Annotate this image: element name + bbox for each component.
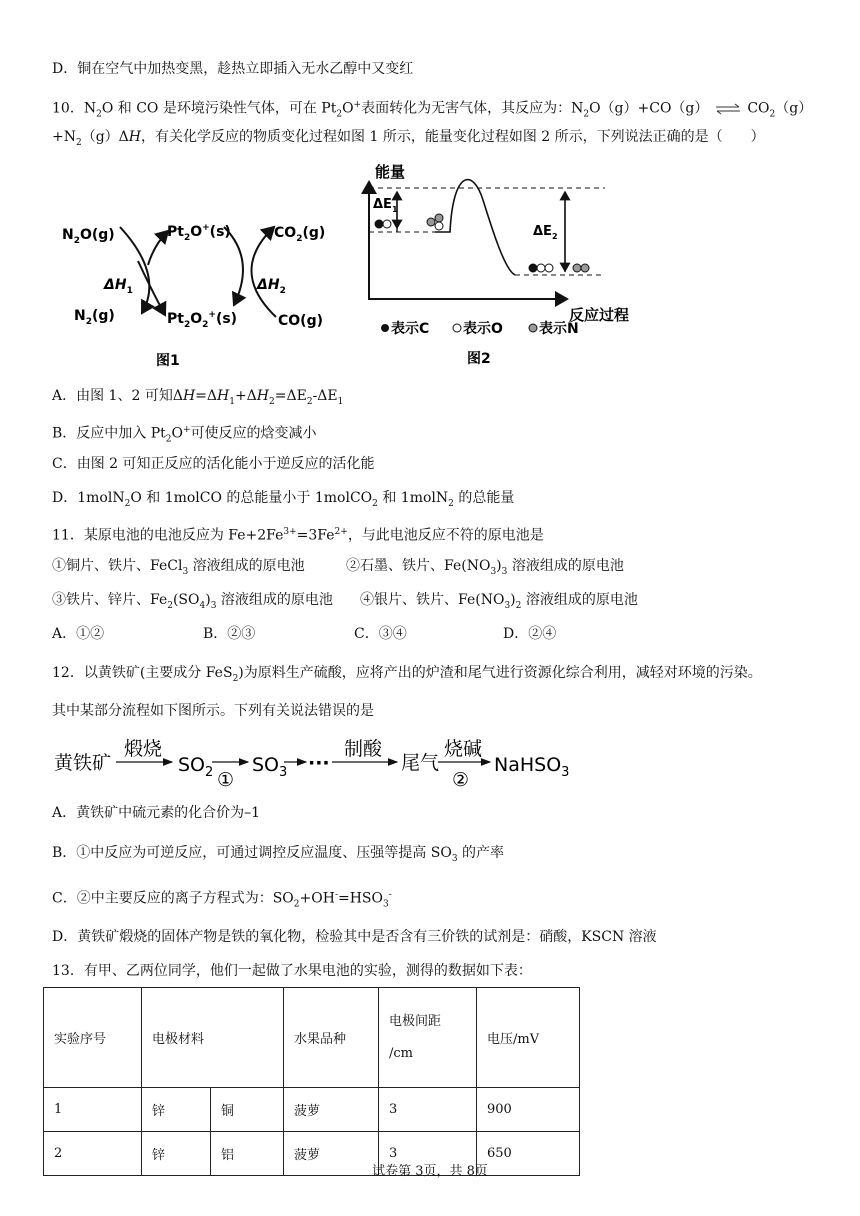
table-row xyxy=(44,1088,580,1132)
flow-mark1: ① xyxy=(217,769,235,791)
flow-tail: 尾气 xyxy=(401,752,440,774)
n2o-label: $N_2O(g)$ xyxy=(62,227,115,246)
table-header-row xyxy=(44,988,580,1088)
q11-choice-c: C．③④ xyxy=(354,626,407,642)
legend-c: 表示C xyxy=(391,321,430,337)
q13-data-table xyxy=(43,987,580,1176)
q12-option-d: D．黄铁矿煅烧的固体产物是铁的氧化物，检验其中是否含有三价铁的试剂是：硝酸，KSCN 溶液 xyxy=(52,929,657,945)
q11-choice-b: B．②③ xyxy=(203,626,256,642)
co2-label: $CO_2(g)$ xyxy=(274,225,326,244)
de2-label: $\Delta E_2$ xyxy=(533,224,558,241)
q12-stem-line2: 其中某部分流程如下图所示。下列有关说法错误的是 xyxy=(52,703,374,719)
table-header: 电极间距 /cm xyxy=(379,988,477,1088)
table-cell: 650 xyxy=(477,1132,580,1176)
left-arc-down-arrow xyxy=(120,227,149,313)
dh2-label: $\Delta H_2$ xyxy=(257,277,286,296)
q12-stem-line1: 12．以黄铁矿(主要成分 FeS$_2$)为原料生产硫酸，应将产出的炉渣和尾气进行资源化综合利用，减轻对环境的污染。 xyxy=(52,665,762,684)
q13-stem: 13．有甲、乙两位同学，他们一起做了水果电池的实验，测得的数据如下表： xyxy=(52,963,532,979)
q10-option-c: C．由图 2 可知正反应的活化能小于逆反应的活化能 xyxy=(52,456,375,472)
q10-option-a: A．由图 1、2 可知$\Delta H=\Delta H_1+\Delta H_2=\Delta E_2-\Delta E_1$ xyxy=(52,388,344,407)
q12-option-b: B．①中反应为可逆反应，可通过调控反应温度、压强等提高 $SO_3$ 的产率 xyxy=(52,845,504,864)
table-header: 电极材料 xyxy=(142,988,284,1088)
legend-o: 表示O xyxy=(463,321,503,337)
q12-option-a: A．黄铁矿中硫元素的化合价为–1 xyxy=(52,805,261,821)
q10-stem-line1: 10．$N_2O$ 和 CO 是环境污染性气体，可在 $Pt_2O^+$表面转化为无害气体，其反应为：$N_2O(g)+CO(g)$ $CO_2(g)$ xyxy=(52,100,813,120)
flow-so3: $SO_3$ xyxy=(252,754,288,780)
q11-item-3: ③铁片、锌片、$Fe_2(SO_4)_3$ 溶液组成的原电池 xyxy=(52,592,333,611)
table-header: 实验序号 xyxy=(44,988,142,1088)
table-cell: 1 xyxy=(44,1088,142,1132)
flow-so2: $SO_2$ xyxy=(178,754,214,780)
table-cell: 锌 xyxy=(142,1088,211,1132)
table-cell: 900 xyxy=(477,1088,580,1132)
q9-option-d: D．铜在空气中加热变黑，趁热立即插入无水乙醇中又变红 xyxy=(52,61,414,77)
table-cell: 铜 xyxy=(211,1088,284,1132)
co-label: CO(g) xyxy=(278,313,323,329)
flow-step3: 烧碱 xyxy=(444,738,483,760)
page-footer: 试卷第 3页，共 8页 xyxy=(372,1164,488,1179)
table-cell: 锌 xyxy=(142,1132,211,1176)
q11-item-1: ①铜片、铁片、FeCl$_3$ 溶液组成的原电池 xyxy=(52,558,305,577)
table-cell: 菠萝 xyxy=(284,1088,379,1132)
q11-stem: 11．某原电池的电池反应为 $Fe+2Fe^{3+}=3Fe^{2+}$，与此电池反应不符的原电池是 xyxy=(52,527,544,544)
left-arc-branch-arrow xyxy=(138,261,165,315)
y-axis-label: 能量 xyxy=(375,163,406,181)
q10-option-b: B．反应中加入 $Pt_2O^+$可使反应的焓变减小 xyxy=(52,425,317,445)
table-header: 水果品种 xyxy=(284,988,379,1088)
flow-dots: ··· xyxy=(308,752,330,774)
figure-1-caption: 图1 xyxy=(156,353,180,369)
flow-product: NaHSO$_3$ xyxy=(494,754,570,780)
table-header: 电压/mV xyxy=(477,988,580,1088)
energy-curve xyxy=(435,180,515,275)
figure-2-caption: 图2 xyxy=(467,351,491,367)
legend-n: 表示N xyxy=(539,321,579,337)
flow-start: 黄铁矿 xyxy=(54,752,112,774)
q12-option-c: C．②中主要反应的离子方程式为：$SO_2+OH^-=HSO_3^-$ xyxy=(52,890,392,910)
table-cell: 2 xyxy=(44,1132,142,1176)
flow-mark2: ② xyxy=(452,769,470,791)
pt2o2-label: $Pt_2O_2^+(s)$ xyxy=(167,310,238,330)
q11-item-4: ④银片、铁片、$Fe(NO_3)_2$ 溶液组成的原电池 xyxy=(360,592,638,611)
figure-2-energy-diagram xyxy=(355,160,655,370)
flow-step1: 煅烧 xyxy=(124,738,163,760)
q10-option-d: D．1molN$_2$O 和 1molCO 的总能量小于 1molCO$_2$ 和 1molN$_2$ 的总能量 xyxy=(52,490,515,509)
left-arc-up-arrow xyxy=(148,231,168,265)
reversible-arrow-icon xyxy=(713,102,743,116)
q11-choice-a: A．①② xyxy=(52,626,105,642)
right-arc-up-arrow xyxy=(251,227,276,317)
table-cell: 3 xyxy=(379,1132,477,1176)
q11-choice-d: D．②④ xyxy=(503,626,557,642)
table-cell: 菠萝 xyxy=(284,1132,379,1176)
n2-label: $N_2(g)$ xyxy=(74,308,115,327)
q10-stem-line2: $+N_2(g)\Delta H$，有关化学反应的物质变化过程如图 1 所示，能量变化过程如图 2 所示，下列说法正确的是（ ） xyxy=(52,129,765,148)
flow-step2: 制酸 xyxy=(344,738,383,760)
x-axis-label: 反应过程 xyxy=(569,306,630,324)
dh1-label: $\Delta H_1$ xyxy=(104,277,133,296)
q11-item-2: ②石墨、铁片、$Fe(NO_3)_3$ 溶液组成的原电池 xyxy=(346,558,624,577)
pt2o-label: $Pt_2O^+(s)$ xyxy=(167,223,231,243)
q12-flow-diagram xyxy=(52,733,612,793)
table-cell: 铝 xyxy=(211,1132,284,1176)
de1-label: $\Delta E_1$ xyxy=(373,197,398,214)
figure-1-reaction-cycle xyxy=(52,205,352,375)
table-cell: 3 xyxy=(379,1088,477,1132)
